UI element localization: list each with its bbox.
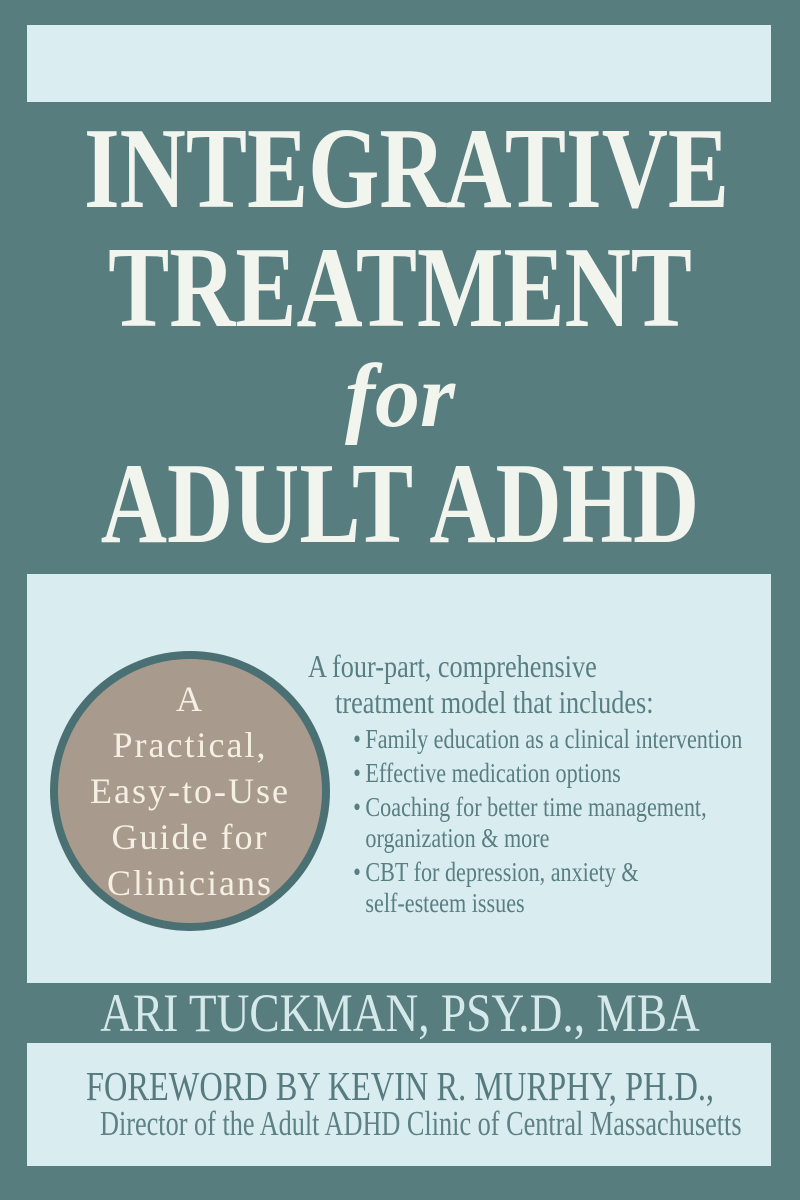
top-banner — [27, 25, 771, 102]
bullet-text: CBT for depression, anxiety & — [365, 857, 639, 887]
list-item — [353, 758, 767, 789]
badge-line: Clinicians — [107, 863, 273, 903]
list-item — [353, 857, 767, 919]
badge-line: A — [176, 679, 204, 719]
badge-line: Guide for — [111, 817, 269, 857]
bullet-icon: • — [353, 758, 361, 788]
foreword-credit-title: Director of the Adult ADHD Clinic of Central Massachusetts — [100, 1104, 742, 1143]
foreword-credit: FOREWORD BY KEVIN R. MURPHY, PH.D., — [85, 1063, 715, 1109]
model-heading-line-1: A four-part, comprehensive — [308, 648, 597, 684]
bullet-icon: • — [353, 857, 361, 887]
badge-line: Practical, — [112, 725, 268, 765]
title-line-1: INTEGRATIVE — [84, 105, 730, 233]
bullet-text-wrap: self-esteem issues — [365, 888, 525, 918]
bullet-icon: • — [353, 792, 361, 822]
bullet-text: Coaching for better time management, — [365, 792, 707, 822]
bullet-icon: • — [353, 724, 361, 754]
bullet-text-wrap: organization & more — [365, 823, 550, 853]
bullet-text: Family education as a clinical intervention — [365, 724, 743, 754]
list-item — [353, 724, 767, 755]
treatment-model-blurb — [308, 648, 767, 922]
bullet-text: Effective medication options — [365, 758, 621, 788]
model-heading-line-2: treatment model that includes: — [335, 684, 654, 720]
title-line-2: TREATMENT — [108, 224, 692, 352]
badge-line: Easy-to-Use — [90, 771, 290, 811]
model-bullet-list — [353, 724, 767, 919]
clinician-guide-badge — [50, 651, 330, 931]
title-line-3: ADULT ADHD — [100, 440, 700, 568]
title-connector: for — [345, 347, 455, 446]
list-item — [353, 792, 767, 854]
author-name: ARI TUCKMAN, PSY.D., MBA — [100, 983, 700, 1043]
